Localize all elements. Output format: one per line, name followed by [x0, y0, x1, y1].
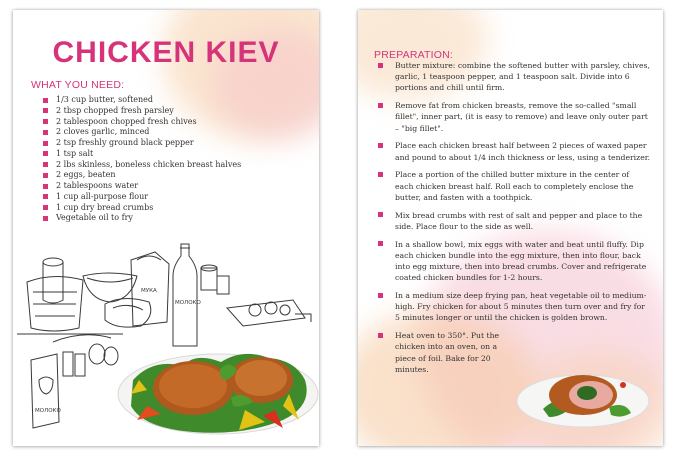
- chicken-plate: [118, 354, 318, 434]
- list-item: Vegetable oil to fry: [43, 213, 313, 224]
- list-item: Remove fat from chicken breasts, remove the so-called "small fillet", inner part, (it is easy to remove) and leave only outer part – "big fillet".: [378, 100, 650, 134]
- list-item: Butter mixture: combine the softened butter with parsley, chives, garlic, 1 teaspoon pepper, and 1 teaspoon salt. Divide into 6 portions and chill until firm.: [378, 60, 650, 94]
- list-item: 2 tablespoon chopped fresh chives: [43, 117, 313, 128]
- list-item: Place each chicken breast half between 2 pieces of waxed paper and pound to about 1/4 inch thickness or less, using a tenderizer.: [378, 140, 650, 162]
- list-item: 1 cup all-purpose flour: [43, 192, 313, 203]
- list-item: 2 lbs skinless, boneless chicken breast halves: [43, 160, 313, 171]
- ingredients-heading: WHAT YOU NEED:: [31, 79, 125, 91]
- list-item: 2 tsp freshly ground black pepper: [43, 138, 313, 149]
- preparation-heading: PREPARATION:: [374, 49, 454, 61]
- preparation-steps: [378, 60, 650, 382]
- recipe-title: CHICKEN KIEV: [52, 36, 280, 69]
- list-item: In a medium size deep frying pan, heat vegetable oil to medium-high. Fry chicken for about 5 minutes then turn over and fry for 5 minutes longer or until the chicken is golden brown.: [378, 290, 650, 324]
- list-item: 2 eggs, beaten: [43, 170, 313, 181]
- kitchen-illustration: [13, 230, 319, 446]
- flour-label: МУКА: [141, 288, 157, 294]
- dish-photo: [513, 355, 653, 435]
- list-item: 1 cup dry bread crumbs: [43, 203, 313, 214]
- list-item: 2 cloves garlic, minced: [43, 127, 313, 138]
- recipe-card-preparation: [358, 10, 663, 446]
- list-item: 2 tablespoons water: [43, 181, 313, 192]
- list-item: 1 tsp salt: [43, 149, 313, 160]
- list-item: 1/3 cup butter, softened: [43, 95, 313, 106]
- list-item: Mix bread crumbs with rest of salt and pepper and place to the side. Place flour to the side as well.: [378, 210, 650, 232]
- carton-label: МОЛОКО: [35, 408, 61, 414]
- list-item: Place a portion of the chilled butter mixture in the center of each chicken breast half. Roll each to completely enclose the butter, and fasten with a toothpick.: [378, 169, 650, 203]
- recipe-card-ingredients: [13, 10, 319, 446]
- list-item: 2 tbsp chopped fresh parsley: [43, 106, 313, 117]
- list-item: In a shallow bowl, mix eggs with water and beat until fluffy. Dip each chicken bundle into the egg mixture, then into flour, back into egg mixture, then into bread crumbs. Cover and refrigerate coated chicken bundles for 1-2 hours.: [378, 239, 650, 284]
- list-item: Heat oven to 350°. Put the chicken into an oven, on a piece of foil. Bake for 20 minutes.: [378, 330, 513, 375]
- ingredients-list: [43, 95, 313, 224]
- bottle-label: МОЛОКО: [175, 300, 201, 306]
